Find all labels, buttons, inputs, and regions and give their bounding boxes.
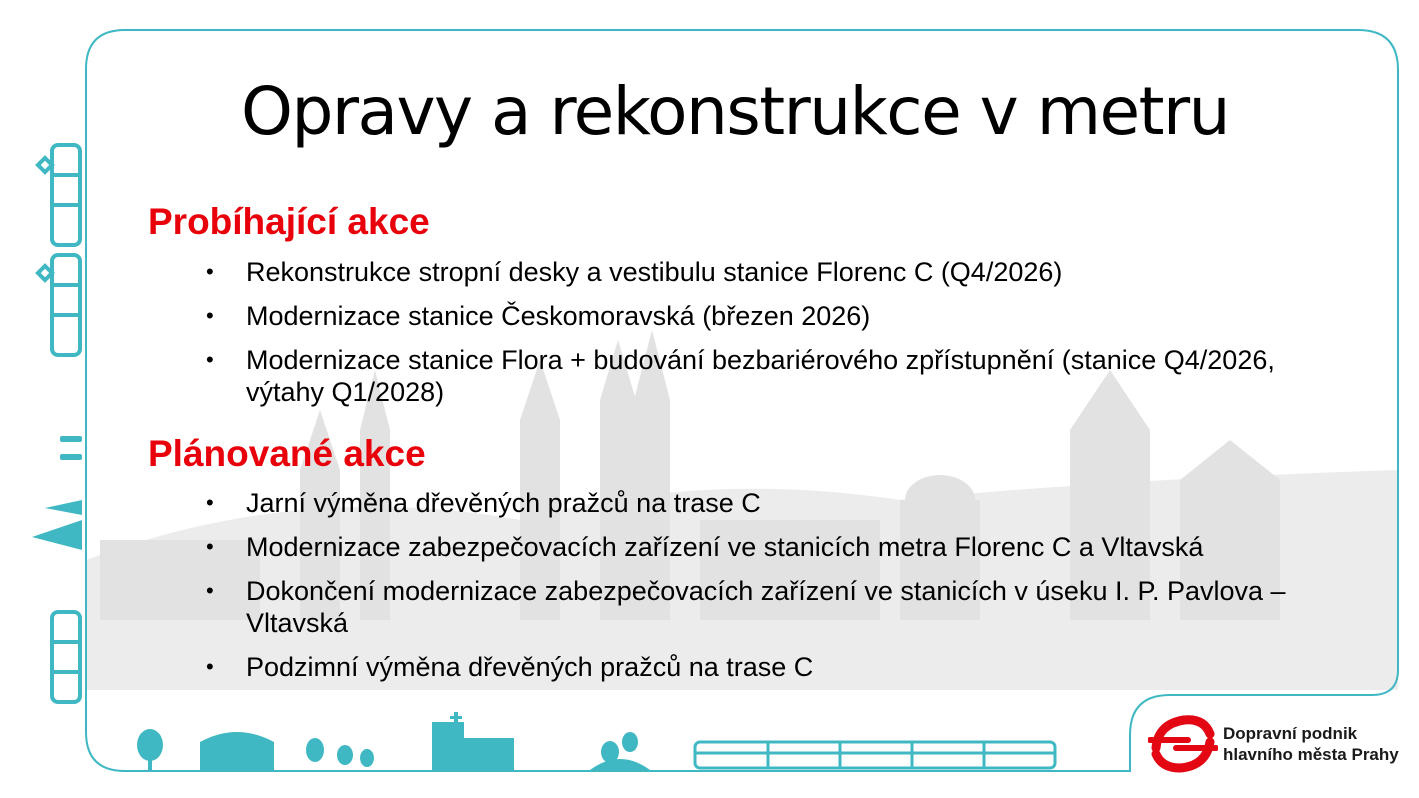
- bullet-list-planned: [206, 487, 1356, 695]
- list-item: [206, 651, 1356, 683]
- list-item-text: Jarní výměna dřevěných pražců na trase C: [246, 488, 761, 518]
- list-item: [206, 256, 1356, 288]
- list-item: [206, 531, 1356, 563]
- list-item: [206, 300, 1356, 332]
- section-heading-planned: Plánované akce: [148, 433, 426, 474]
- list-item-text: Dokončení modernizace zabezpečovacích zařízení ve stanicích v úseku I. P. Pavlova – Vltavská: [246, 576, 1286, 638]
- hill-icon: [590, 759, 650, 770]
- metro-train-icon: [695, 742, 1055, 768]
- slide-title: Opravy a rekonstrukce v metru: [241, 73, 1229, 150]
- list-item-text: Modernizace stanice Českomoravská (březen 2026): [246, 301, 871, 331]
- bullet-dot: •: [206, 303, 214, 328]
- section-heading-ongoing: Probíhající akce: [148, 201, 430, 242]
- list-item-text: Modernizace stanice Flora + budování bezbariérového zpřístupnění (stanice Q4/2026, výtahy Q1/2028): [246, 345, 1275, 407]
- connector-icon: [60, 436, 82, 460]
- list-item: [206, 575, 1356, 639]
- bullet-dot: •: [206, 490, 214, 515]
- boat-icon: [32, 500, 82, 550]
- bullet-dot: •: [206, 259, 214, 284]
- bullet-dot: •: [206, 578, 214, 603]
- list-item-text: Modernizace zabezpečovacích zařízení ve stanicích metra Florenc C a Vltavská: [246, 532, 1204, 562]
- bullet-dot: •: [206, 654, 214, 679]
- bullet-list-ongoing: [206, 256, 1356, 420]
- bullet-dot: •: [206, 347, 214, 372]
- list-item-text: Rekonstrukce stropní desky a vestibulu stanice Florenc C (Q4/2026): [246, 257, 1063, 287]
- dpp-logo-mark-icon: [1148, 714, 1218, 774]
- list-item-text: Podzimní výměna dřevěných pražců na trase C: [246, 652, 814, 682]
- dpp-logo: [1148, 714, 1408, 774]
- tram-icon: [38, 145, 80, 355]
- list-item: [206, 487, 1356, 519]
- building-icon: [200, 712, 514, 770]
- logo-line-1: Dopravní podnik: [1223, 724, 1358, 743]
- bus-icon: [52, 612, 80, 702]
- bullet-dot: •: [206, 534, 214, 559]
- logo-line-2: hlavního města Prahy: [1223, 745, 1399, 764]
- list-item: [206, 344, 1356, 408]
